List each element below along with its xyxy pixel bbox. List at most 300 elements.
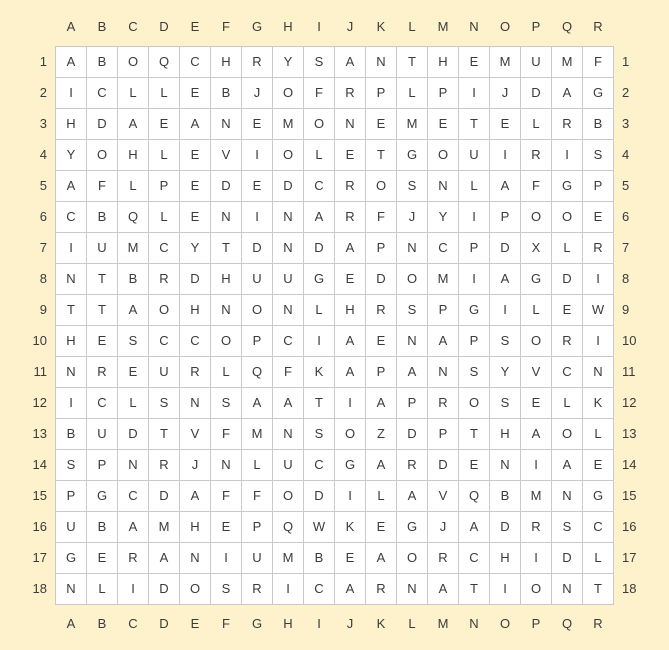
- grid-cell-M10[interactable]: A: [428, 325, 459, 356]
- grid-cell-P3[interactable]: L: [521, 108, 552, 139]
- grid-cell-D4[interactable]: L: [149, 139, 180, 170]
- grid-cell-L9[interactable]: S: [397, 294, 428, 325]
- grid-cell-C13[interactable]: D: [118, 418, 149, 449]
- grid-cell-P17[interactable]: I: [521, 542, 552, 573]
- grid-cell-H7[interactable]: N: [273, 232, 304, 263]
- grid-cell-B3[interactable]: D: [87, 108, 118, 139]
- grid-cell-J9[interactable]: H: [335, 294, 366, 325]
- grid-cell-E14[interactable]: J: [180, 449, 211, 480]
- grid-cell-B11[interactable]: R: [87, 356, 118, 387]
- grid-cell-E8[interactable]: D: [180, 263, 211, 294]
- grid-cell-I7[interactable]: D: [304, 232, 335, 263]
- grid-cell-C8[interactable]: B: [118, 263, 149, 294]
- grid-cell-J10[interactable]: A: [335, 325, 366, 356]
- grid-cell-C14[interactable]: N: [118, 449, 149, 480]
- grid-cell-O18[interactable]: I: [490, 573, 521, 604]
- grid-cell-P12[interactable]: E: [521, 387, 552, 418]
- grid-cell-E5[interactable]: E: [180, 170, 211, 201]
- grid-cell-R12[interactable]: K: [583, 387, 614, 418]
- grid-cell-E17[interactable]: N: [180, 542, 211, 573]
- grid-cell-D13[interactable]: T: [149, 418, 180, 449]
- grid-cell-G17[interactable]: U: [242, 542, 273, 573]
- grid-cell-Q17[interactable]: D: [552, 542, 583, 573]
- grid-cell-B17[interactable]: E: [87, 542, 118, 573]
- grid-cell-B9[interactable]: T: [87, 294, 118, 325]
- grid-cell-O17[interactable]: H: [490, 542, 521, 573]
- grid-cell-F4[interactable]: V: [211, 139, 242, 170]
- grid-cell-K5[interactable]: O: [366, 170, 397, 201]
- grid-cell-I12[interactable]: T: [304, 387, 335, 418]
- grid-cell-G11[interactable]: Q: [242, 356, 273, 387]
- grid-cell-R14[interactable]: E: [583, 449, 614, 480]
- grid-cell-N16[interactable]: A: [459, 511, 490, 542]
- grid-cell-K16[interactable]: E: [366, 511, 397, 542]
- grid-cell-A3[interactable]: H: [56, 108, 87, 139]
- grid-cell-B1[interactable]: B: [87, 46, 118, 77]
- grid-cell-E1[interactable]: C: [180, 46, 211, 77]
- grid-cell-O2[interactable]: J: [490, 77, 521, 108]
- grid-cell-K7[interactable]: P: [366, 232, 397, 263]
- grid-cell-O10[interactable]: S: [490, 325, 521, 356]
- grid-cell-K18[interactable]: R: [366, 573, 397, 604]
- grid-cell-K6[interactable]: F: [366, 201, 397, 232]
- grid-cell-P7[interactable]: X: [521, 232, 552, 263]
- grid-cell-P11[interactable]: V: [521, 356, 552, 387]
- grid-cell-D12[interactable]: S: [149, 387, 180, 418]
- grid-cell-G18[interactable]: R: [242, 573, 273, 604]
- grid-cell-C10[interactable]: S: [118, 325, 149, 356]
- grid-cell-F7[interactable]: T: [211, 232, 242, 263]
- grid-cell-L2[interactable]: L: [397, 77, 428, 108]
- grid-cell-A9[interactable]: T: [56, 294, 87, 325]
- grid-cell-H9[interactable]: N: [273, 294, 304, 325]
- grid-cell-B14[interactable]: P: [87, 449, 118, 480]
- grid-cell-L15[interactable]: A: [397, 480, 428, 511]
- grid-cell-G16[interactable]: P: [242, 511, 273, 542]
- grid-cell-L12[interactable]: P: [397, 387, 428, 418]
- grid-cell-Q4[interactable]: I: [552, 139, 583, 170]
- grid-cell-Q6[interactable]: O: [552, 201, 583, 232]
- grid-cell-G3[interactable]: E: [242, 108, 273, 139]
- grid-cell-F6[interactable]: N: [211, 201, 242, 232]
- grid-cell-K14[interactable]: A: [366, 449, 397, 480]
- grid-cell-I16[interactable]: W: [304, 511, 335, 542]
- grid-cell-R3[interactable]: B: [583, 108, 614, 139]
- grid-cell-R4[interactable]: S: [583, 139, 614, 170]
- grid-cell-O7[interactable]: D: [490, 232, 521, 263]
- grid-cell-D14[interactable]: R: [149, 449, 180, 480]
- grid-cell-L8[interactable]: O: [397, 263, 428, 294]
- grid-cell-M6[interactable]: Y: [428, 201, 459, 232]
- grid-cell-C15[interactable]: C: [118, 480, 149, 511]
- grid-cell-A5[interactable]: A: [56, 170, 87, 201]
- grid-cell-N3[interactable]: T: [459, 108, 490, 139]
- grid-cell-D18[interactable]: D: [149, 573, 180, 604]
- grid-cell-N14[interactable]: E: [459, 449, 490, 480]
- grid-cell-A14[interactable]: S: [56, 449, 87, 480]
- grid-cell-J3[interactable]: N: [335, 108, 366, 139]
- grid-cell-D8[interactable]: R: [149, 263, 180, 294]
- grid-cell-P13[interactable]: A: [521, 418, 552, 449]
- grid-cell-K11[interactable]: P: [366, 356, 397, 387]
- grid-cell-G9[interactable]: O: [242, 294, 273, 325]
- grid-cell-I3[interactable]: O: [304, 108, 335, 139]
- grid-cell-I11[interactable]: K: [304, 356, 335, 387]
- grid-cell-A17[interactable]: G: [56, 542, 87, 573]
- grid-cell-C7[interactable]: M: [118, 232, 149, 263]
- grid-cell-L6[interactable]: J: [397, 201, 428, 232]
- grid-cell-A15[interactable]: P: [56, 480, 87, 511]
- grid-cell-O1[interactable]: M: [490, 46, 521, 77]
- grid-cell-D17[interactable]: A: [149, 542, 180, 573]
- grid-cell-K13[interactable]: Z: [366, 418, 397, 449]
- grid-cell-L1[interactable]: T: [397, 46, 428, 77]
- grid-cell-A4[interactable]: Y: [56, 139, 87, 170]
- grid-cell-K4[interactable]: T: [366, 139, 397, 170]
- grid-cell-H11[interactable]: F: [273, 356, 304, 387]
- grid-cell-F16[interactable]: E: [211, 511, 242, 542]
- grid-cell-Q13[interactable]: O: [552, 418, 583, 449]
- grid-cell-O6[interactable]: P: [490, 201, 521, 232]
- grid-cell-J12[interactable]: I: [335, 387, 366, 418]
- grid-cell-P2[interactable]: D: [521, 77, 552, 108]
- grid-cell-E6[interactable]: E: [180, 201, 211, 232]
- grid-cell-J6[interactable]: R: [335, 201, 366, 232]
- grid-cell-C12[interactable]: L: [118, 387, 149, 418]
- grid-cell-A10[interactable]: H: [56, 325, 87, 356]
- grid-cell-Q1[interactable]: M: [552, 46, 583, 77]
- grid-cell-I6[interactable]: A: [304, 201, 335, 232]
- grid-cell-Q18[interactable]: N: [552, 573, 583, 604]
- grid-cell-F15[interactable]: F: [211, 480, 242, 511]
- grid-cell-Q14[interactable]: A: [552, 449, 583, 480]
- grid-cell-H4[interactable]: O: [273, 139, 304, 170]
- grid-cell-G15[interactable]: F: [242, 480, 273, 511]
- grid-cell-D3[interactable]: E: [149, 108, 180, 139]
- grid-cell-C1[interactable]: O: [118, 46, 149, 77]
- grid-cell-Q10[interactable]: R: [552, 325, 583, 356]
- grid-cell-Q15[interactable]: N: [552, 480, 583, 511]
- grid-cell-M4[interactable]: O: [428, 139, 459, 170]
- grid-cell-H5[interactable]: D: [273, 170, 304, 201]
- grid-cell-P6[interactable]: O: [521, 201, 552, 232]
- grid-cell-N6[interactable]: I: [459, 201, 490, 232]
- grid-cell-Q9[interactable]: E: [552, 294, 583, 325]
- grid-cell-R15[interactable]: G: [583, 480, 614, 511]
- grid-cell-Q12[interactable]: L: [552, 387, 583, 418]
- grid-cell-N15[interactable]: Q: [459, 480, 490, 511]
- grid-cell-E18[interactable]: O: [180, 573, 211, 604]
- grid-cell-A16[interactable]: U: [56, 511, 87, 542]
- grid-cell-F8[interactable]: H: [211, 263, 242, 294]
- grid-cell-R11[interactable]: N: [583, 356, 614, 387]
- grid-cell-L5[interactable]: S: [397, 170, 428, 201]
- grid-cell-C2[interactable]: L: [118, 77, 149, 108]
- grid-cell-C18[interactable]: I: [118, 573, 149, 604]
- grid-cell-J7[interactable]: A: [335, 232, 366, 263]
- grid-cell-O9[interactable]: I: [490, 294, 521, 325]
- grid-cell-R9[interactable]: W: [583, 294, 614, 325]
- grid-cell-A13[interactable]: B: [56, 418, 87, 449]
- grid-cell-O5[interactable]: A: [490, 170, 521, 201]
- grid-cell-N1[interactable]: E: [459, 46, 490, 77]
- grid-cell-I1[interactable]: S: [304, 46, 335, 77]
- grid-cell-G14[interactable]: L: [242, 449, 273, 480]
- grid-cell-B16[interactable]: B: [87, 511, 118, 542]
- grid-cell-C5[interactable]: L: [118, 170, 149, 201]
- grid-cell-C6[interactable]: Q: [118, 201, 149, 232]
- grid-cell-K12[interactable]: A: [366, 387, 397, 418]
- grid-cell-H3[interactable]: M: [273, 108, 304, 139]
- grid-cell-G1[interactable]: R: [242, 46, 273, 77]
- grid-cell-F3[interactable]: N: [211, 108, 242, 139]
- grid-cell-K8[interactable]: D: [366, 263, 397, 294]
- grid-cell-K2[interactable]: P: [366, 77, 397, 108]
- grid-cell-J4[interactable]: E: [335, 139, 366, 170]
- grid-cell-N4[interactable]: U: [459, 139, 490, 170]
- grid-cell-G5[interactable]: E: [242, 170, 273, 201]
- grid-cell-R18[interactable]: T: [583, 573, 614, 604]
- grid-cell-D11[interactable]: U: [149, 356, 180, 387]
- grid-cell-P16[interactable]: R: [521, 511, 552, 542]
- grid-cell-B5[interactable]: F: [87, 170, 118, 201]
- grid-cell-F12[interactable]: S: [211, 387, 242, 418]
- grid-cell-E13[interactable]: V: [180, 418, 211, 449]
- grid-cell-M7[interactable]: C: [428, 232, 459, 263]
- grid-cell-M15[interactable]: V: [428, 480, 459, 511]
- grid-cell-J14[interactable]: G: [335, 449, 366, 480]
- grid-cell-H14[interactable]: U: [273, 449, 304, 480]
- grid-cell-D5[interactable]: P: [149, 170, 180, 201]
- grid-cell-D1[interactable]: Q: [149, 46, 180, 77]
- grid-cell-I18[interactable]: C: [304, 573, 335, 604]
- grid-cell-K10[interactable]: E: [366, 325, 397, 356]
- grid-cell-L3[interactable]: M: [397, 108, 428, 139]
- grid-cell-F10[interactable]: O: [211, 325, 242, 356]
- grid-cell-R2[interactable]: G: [583, 77, 614, 108]
- grid-cell-I9[interactable]: L: [304, 294, 335, 325]
- grid-cell-H16[interactable]: Q: [273, 511, 304, 542]
- grid-cell-R8[interactable]: I: [583, 263, 614, 294]
- grid-cell-B13[interactable]: U: [87, 418, 118, 449]
- grid-cell-O14[interactable]: N: [490, 449, 521, 480]
- grid-cell-I17[interactable]: B: [304, 542, 335, 573]
- grid-cell-B4[interactable]: O: [87, 139, 118, 170]
- grid-cell-E9[interactable]: H: [180, 294, 211, 325]
- grid-cell-D16[interactable]: M: [149, 511, 180, 542]
- grid-cell-H6[interactable]: N: [273, 201, 304, 232]
- grid-cell-H18[interactable]: I: [273, 573, 304, 604]
- grid-cell-J2[interactable]: R: [335, 77, 366, 108]
- grid-cell-L18[interactable]: N: [397, 573, 428, 604]
- grid-cell-Q16[interactable]: S: [552, 511, 583, 542]
- grid-cell-J16[interactable]: K: [335, 511, 366, 542]
- grid-cell-E7[interactable]: Y: [180, 232, 211, 263]
- grid-cell-J5[interactable]: R: [335, 170, 366, 201]
- grid-cell-E4[interactable]: E: [180, 139, 211, 170]
- grid-cell-J11[interactable]: A: [335, 356, 366, 387]
- grid-cell-B18[interactable]: L: [87, 573, 118, 604]
- grid-cell-R10[interactable]: I: [583, 325, 614, 356]
- grid-cell-M14[interactable]: D: [428, 449, 459, 480]
- grid-cell-A6[interactable]: C: [56, 201, 87, 232]
- grid-cell-D2[interactable]: L: [149, 77, 180, 108]
- grid-cell-P15[interactable]: M: [521, 480, 552, 511]
- grid-cell-D15[interactable]: D: [149, 480, 180, 511]
- grid-cell-C3[interactable]: A: [118, 108, 149, 139]
- grid-cell-E12[interactable]: N: [180, 387, 211, 418]
- grid-cell-M18[interactable]: A: [428, 573, 459, 604]
- grid-cell-M11[interactable]: N: [428, 356, 459, 387]
- word-search-grid[interactable]: [17, 12, 652, 639]
- grid-cell-G6[interactable]: I: [242, 201, 273, 232]
- grid-cell-P8[interactable]: G: [521, 263, 552, 294]
- grid-cell-J17[interactable]: E: [335, 542, 366, 573]
- grid-cell-O16[interactable]: D: [490, 511, 521, 542]
- grid-cell-G10[interactable]: P: [242, 325, 273, 356]
- grid-cell-O8[interactable]: A: [490, 263, 521, 294]
- grid-cell-R13[interactable]: L: [583, 418, 614, 449]
- grid-cell-Q3[interactable]: R: [552, 108, 583, 139]
- grid-cell-L10[interactable]: N: [397, 325, 428, 356]
- grid-cell-P1[interactable]: U: [521, 46, 552, 77]
- grid-cell-B2[interactable]: C: [87, 77, 118, 108]
- grid-cell-C17[interactable]: R: [118, 542, 149, 573]
- grid-cell-B10[interactable]: E: [87, 325, 118, 356]
- grid-cell-Q2[interactable]: A: [552, 77, 583, 108]
- grid-cell-N9[interactable]: G: [459, 294, 490, 325]
- grid-cell-M5[interactable]: N: [428, 170, 459, 201]
- grid-cell-P5[interactable]: F: [521, 170, 552, 201]
- grid-cell-B15[interactable]: G: [87, 480, 118, 511]
- grid-cell-M13[interactable]: P: [428, 418, 459, 449]
- grid-cell-L16[interactable]: G: [397, 511, 428, 542]
- grid-cell-M9[interactable]: P: [428, 294, 459, 325]
- grid-cell-K17[interactable]: A: [366, 542, 397, 573]
- grid-cell-B8[interactable]: T: [87, 263, 118, 294]
- grid-cell-A12[interactable]: I: [56, 387, 87, 418]
- grid-cell-G8[interactable]: U: [242, 263, 273, 294]
- grid-cell-C16[interactable]: A: [118, 511, 149, 542]
- grid-cell-G4[interactable]: I: [242, 139, 273, 170]
- grid-cell-A2[interactable]: I: [56, 77, 87, 108]
- grid-cell-E10[interactable]: C: [180, 325, 211, 356]
- grid-cell-I2[interactable]: F: [304, 77, 335, 108]
- grid-cell-L13[interactable]: D: [397, 418, 428, 449]
- grid-cell-I15[interactable]: D: [304, 480, 335, 511]
- grid-cell-F18[interactable]: S: [211, 573, 242, 604]
- grid-cell-M1[interactable]: H: [428, 46, 459, 77]
- grid-cell-N18[interactable]: T: [459, 573, 490, 604]
- grid-cell-N12[interactable]: O: [459, 387, 490, 418]
- grid-cell-K15[interactable]: L: [366, 480, 397, 511]
- grid-cell-M12[interactable]: R: [428, 387, 459, 418]
- grid-cell-H13[interactable]: N: [273, 418, 304, 449]
- grid-cell-M2[interactable]: P: [428, 77, 459, 108]
- grid-cell-E3[interactable]: A: [180, 108, 211, 139]
- grid-cell-I14[interactable]: C: [304, 449, 335, 480]
- grid-cell-J8[interactable]: E: [335, 263, 366, 294]
- grid-cell-H8[interactable]: U: [273, 263, 304, 294]
- grid-cell-N13[interactable]: T: [459, 418, 490, 449]
- grid-cell-D7[interactable]: C: [149, 232, 180, 263]
- grid-cell-J13[interactable]: O: [335, 418, 366, 449]
- grid-cell-O15[interactable]: B: [490, 480, 521, 511]
- grid-cell-D10[interactable]: C: [149, 325, 180, 356]
- grid-cell-F14[interactable]: N: [211, 449, 242, 480]
- grid-cell-L14[interactable]: R: [397, 449, 428, 480]
- grid-cell-C11[interactable]: E: [118, 356, 149, 387]
- grid-cell-R16[interactable]: C: [583, 511, 614, 542]
- grid-cell-K9[interactable]: R: [366, 294, 397, 325]
- grid-cell-A7[interactable]: I: [56, 232, 87, 263]
- grid-cell-E11[interactable]: R: [180, 356, 211, 387]
- grid-cell-N5[interactable]: L: [459, 170, 490, 201]
- grid-cell-B6[interactable]: B: [87, 201, 118, 232]
- grid-cell-I8[interactable]: G: [304, 263, 335, 294]
- grid-cell-B12[interactable]: C: [87, 387, 118, 418]
- grid-cell-H15[interactable]: O: [273, 480, 304, 511]
- grid-cell-C9[interactable]: A: [118, 294, 149, 325]
- grid-cell-H1[interactable]: Y: [273, 46, 304, 77]
- grid-cell-Q8[interactable]: D: [552, 263, 583, 294]
- grid-cell-K3[interactable]: E: [366, 108, 397, 139]
- grid-cell-Q7[interactable]: L: [552, 232, 583, 263]
- grid-cell-F11[interactable]: L: [211, 356, 242, 387]
- grid-cell-B7[interactable]: U: [87, 232, 118, 263]
- grid-cell-R7[interactable]: R: [583, 232, 614, 263]
- grid-cell-O12[interactable]: S: [490, 387, 521, 418]
- grid-cell-P10[interactable]: O: [521, 325, 552, 356]
- grid-cell-H12[interactable]: A: [273, 387, 304, 418]
- grid-cell-D9[interactable]: O: [149, 294, 180, 325]
- grid-cell-N17[interactable]: C: [459, 542, 490, 573]
- grid-cell-O13[interactable]: H: [490, 418, 521, 449]
- grid-cell-H10[interactable]: C: [273, 325, 304, 356]
- grid-cell-I5[interactable]: C: [304, 170, 335, 201]
- grid-cell-C4[interactable]: H: [118, 139, 149, 170]
- grid-cell-J18[interactable]: A: [335, 573, 366, 604]
- grid-cell-M8[interactable]: M: [428, 263, 459, 294]
- grid-cell-A18[interactable]: N: [56, 573, 87, 604]
- grid-cell-R6[interactable]: E: [583, 201, 614, 232]
- grid-cell-I13[interactable]: S: [304, 418, 335, 449]
- grid-cell-O4[interactable]: I: [490, 139, 521, 170]
- grid-cell-N2[interactable]: I: [459, 77, 490, 108]
- grid-cell-A11[interactable]: N: [56, 356, 87, 387]
- grid-cell-R17[interactable]: L: [583, 542, 614, 573]
- grid-cell-I10[interactable]: I: [304, 325, 335, 356]
- grid-cell-M17[interactable]: R: [428, 542, 459, 573]
- grid-cell-L4[interactable]: G: [397, 139, 428, 170]
- grid-cell-P14[interactable]: I: [521, 449, 552, 480]
- grid-cell-O3[interactable]: E: [490, 108, 521, 139]
- grid-cell-L11[interactable]: A: [397, 356, 428, 387]
- grid-cell-I4[interactable]: L: [304, 139, 335, 170]
- grid-cell-A1[interactable]: A: [56, 46, 87, 77]
- grid-cell-P4[interactable]: R: [521, 139, 552, 170]
- grid-cell-E15[interactable]: A: [180, 480, 211, 511]
- grid-cell-N11[interactable]: S: [459, 356, 490, 387]
- grid-cell-N10[interactable]: P: [459, 325, 490, 356]
- grid-cell-J15[interactable]: I: [335, 480, 366, 511]
- grid-cell-M3[interactable]: E: [428, 108, 459, 139]
- grid-cell-N7[interactable]: P: [459, 232, 490, 263]
- grid-cell-H17[interactable]: M: [273, 542, 304, 573]
- grid-cell-F13[interactable]: F: [211, 418, 242, 449]
- grid-cell-R1[interactable]: F: [583, 46, 614, 77]
- grid-cell-F2[interactable]: B: [211, 77, 242, 108]
